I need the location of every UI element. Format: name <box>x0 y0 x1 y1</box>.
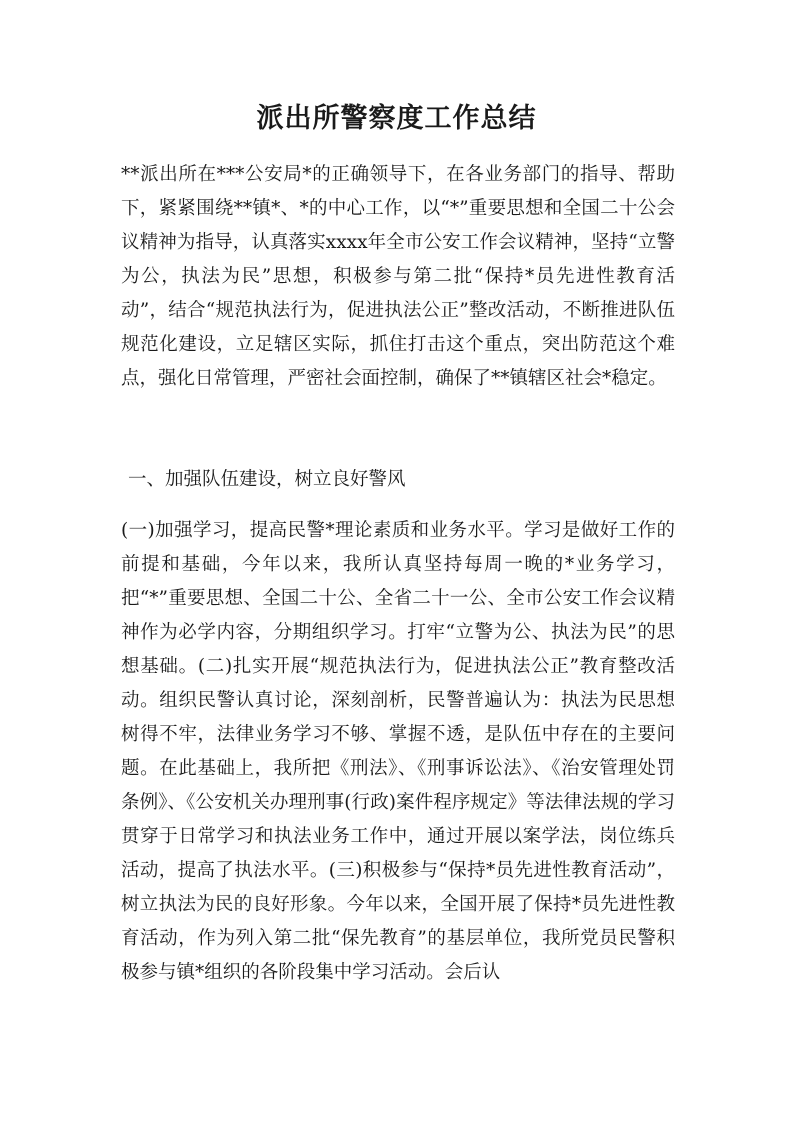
section-body-paragraph: (一)加强学习，提高民警*理论素质和业务水平。学习是做好工作的前提和基础，今年以来，我所认真坚持每周一晚的*业务学习，把“*”重要思想、全国二十公、全省二十一公、全市公安工作会议精神作为必学内容，分期组织学习。打牢“立警为公、执法为民”的思想基础。(二)扎实开展“规范执法行为，促进执法公正”教育整改活动。组织民警认真讨论，深刻剖析，民警普遍认为：执法为民思想树得不牢，法律业务学习不够、掌握不透，是队伍中存在的主要问题。在此基础上，我所把《刑法》、《刑事诉讼法》、《治安管理处罚条例》、《公安机关办理刑事(行政)案件程序规定》等法律法规的学习贯穿于日常学习和执法业务工作中，通过开展以案学法，岗位练兵活动，提高了执法水平。(三)积极参与“保持*员先进性教育活动”，树立执法为民的良好形象。今年以来，全国开展了保持*员先进性教育活动，作为列入第二批“保先教育”的基层单位，我所党员民警积极参与镇*组织的各阶段集中学习活动。会后认 <box>121 520 675 983</box>
document-title: 派出所警察度工作总结 <box>256 103 537 134</box>
section-heading: 一、加强队伍建设，树立良好警风 <box>128 469 406 490</box>
intro-paragraph: **派出所在***公安局*的正确领导下，在各业务部门的指导、帮助下，紧紧围绕**镇*、*的中心工作，以“*”重要思想和全国二十公会议精神为指导，认真落实xxxx年全市公安工作会议精神，坚持“立警为公，执法为民”思想，积极参与第二批“保持*员先进性教育活动”，结合“规范执法行为，促进执法公正”整改活动，不断推进队伍规范化建设，立足辖区实际，抓住打击这个重点，突出防范这个难点，强化日常管理，严密社会面控制，确保了**镇辖区社会*稳定。 <box>121 164 675 389</box>
